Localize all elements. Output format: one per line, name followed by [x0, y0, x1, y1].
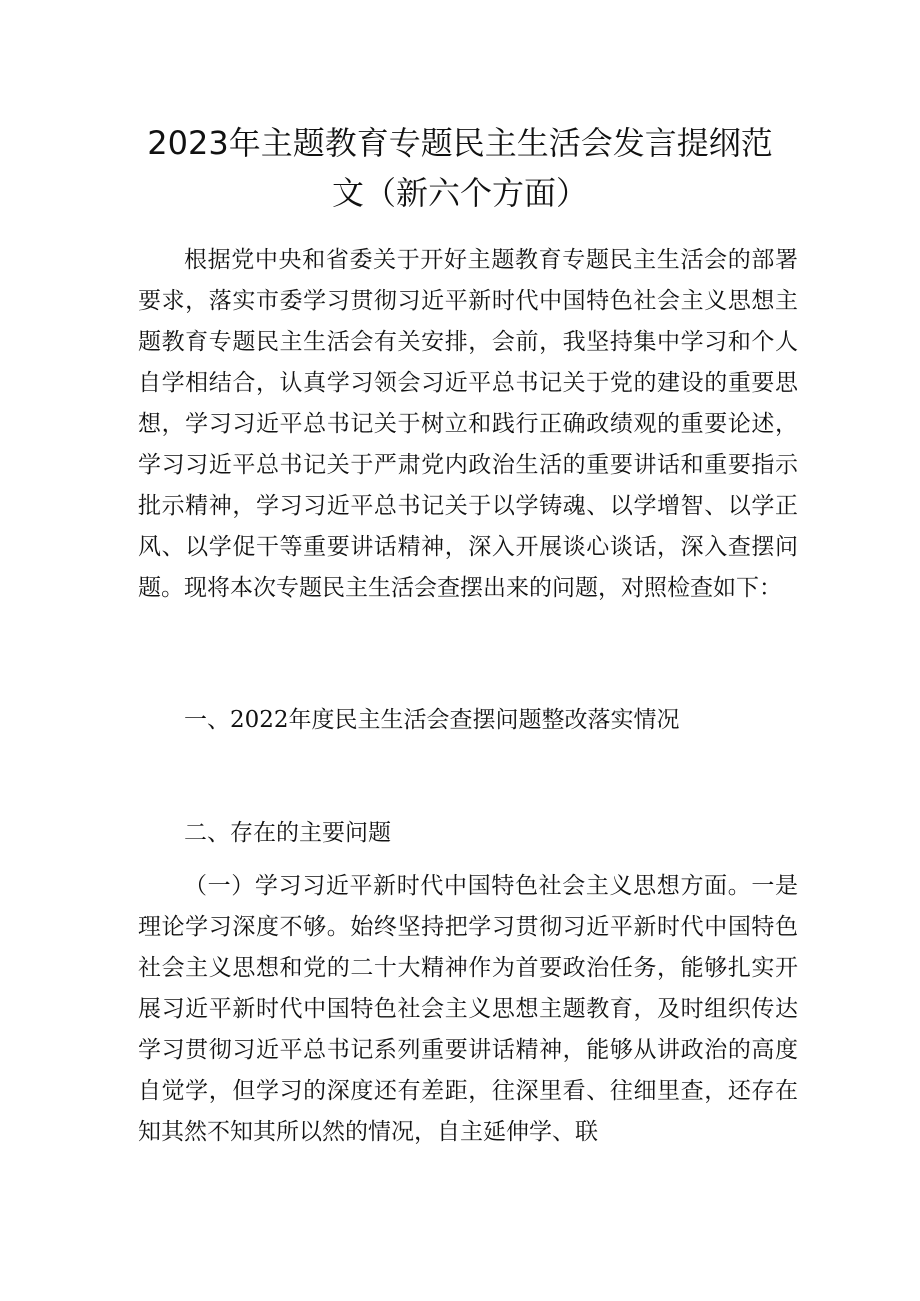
intro-paragraph: 根据党中央和省委关于开好主题教育专题民主生活会的部署要求，落实市委学习贯彻习近平新时代中国特色社会主义思想主题教育专题民主生活会有关安排，会前，我坚持集中学习和个人自学相结合，认真学习领会习近平总书记关于党的建设的重要思想，学习习近平总书记关于树立和践行正确政绩观的重要论述，学习习近平总书记关于严肃党内政治生活的重要讲话和重要指示批示精神，学习习近平总书记关于以学铸魂、以学增智、以学正风、以学促干等重要讲话精神，深入开展谈心谈话，深入查摆问题。现将本次专题民主生活会查摆出来的问题，对照检查如下： [138, 247, 798, 601]
section-paragraph: （一）学习习近平新时代中国特色社会主义思想方面。一是理论学习深度不够。始终坚持把学习贯彻习近平新时代中国特色社会主义思想和党的二十大精神作为首要政治任务，能够扎实开展习近平新时代中国特色社会主义思想主题教育，及时组织传达学习贯彻习近平总书记系列重要讲话精神，能够从讲政治的高度自觉学，但学习的深度还有差距，往深里看、往细里查，还存在知其然不知其所以然的情况，自主延伸学、联 [138, 873, 798, 1145]
section-heading-2: 二、存在的主要问题 [184, 820, 391, 846]
section-heading-1: 一、2022年度民主生活会查摆问题整改落实情况 [184, 707, 680, 733]
document-title [0, 118, 920, 218]
title-line-2: 文（新六个方面） [331, 174, 588, 212]
title-line-1: 2023年主题教育专题民主生活会发言提纲范 [147, 124, 773, 162]
